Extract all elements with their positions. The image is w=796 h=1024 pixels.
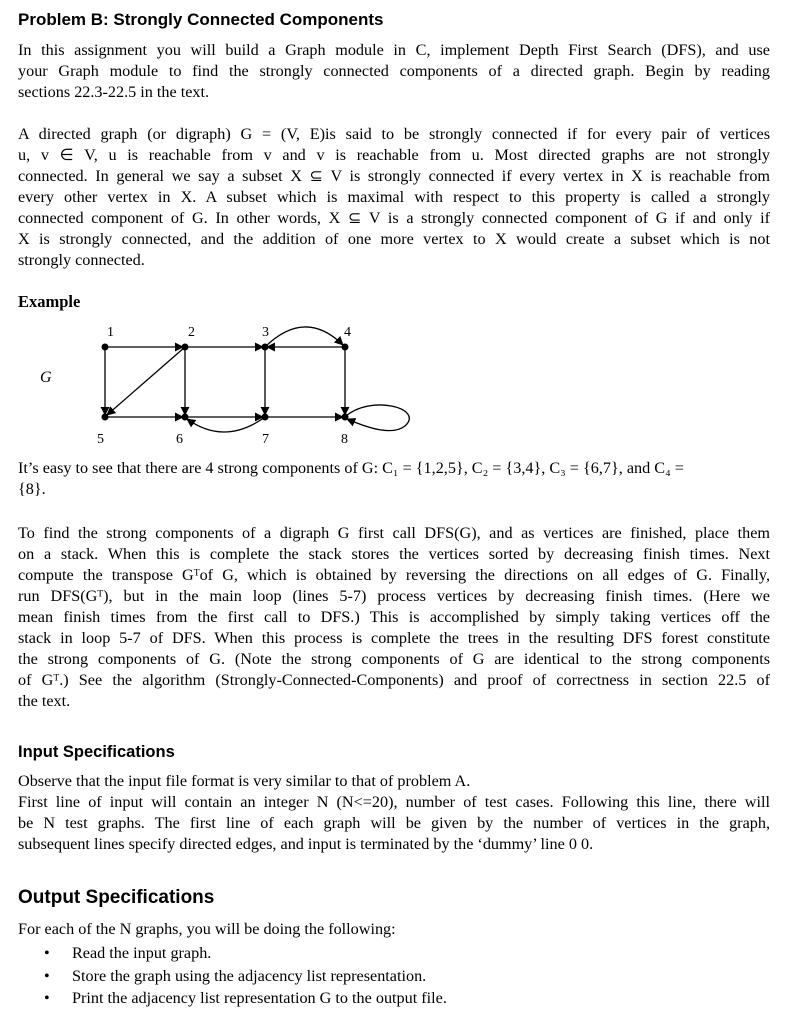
- vertex-5: [102, 414, 109, 421]
- algorithm-line: run DFS(Gᵀ), but in the main loop (lines 5-7) process vertices by decreasing finish times. (Here we: [18, 587, 770, 605]
- input-spec-title: Input Specifications: [18, 743, 175, 761]
- vertex-label-3: 3: [262, 325, 269, 340]
- algorithm-line: mean finish times from the first call to DFS.) This is accomplished by simply taking vertices off the: [18, 608, 770, 626]
- algorithm-line: To find the strong components of a digraph G first call DFS(G), and as vertices are finished, place them: [18, 524, 770, 542]
- output-spec-title: Output Specifications: [18, 887, 215, 908]
- vertex-8: [342, 414, 349, 421]
- list-item: • Print the adjacency list representation G to the output file.: [44, 989, 447, 1007]
- algorithm-line: stack in loop 5-7 of DFS. When this process is complete the trees in the resulting DFS forest constitute: [18, 629, 770, 647]
- input-spec-line: subsequent lines specify directed edges, and input is terminated by the ‘dummy’ line 0 0.: [18, 835, 594, 853]
- graph-label: G: [40, 369, 52, 386]
- vertex-6: [182, 414, 189, 421]
- definition-line: X is strongly connected, and the addition of one more vertex to X would create a subset which is not: [18, 230, 770, 248]
- caption-line: {8}.: [18, 480, 46, 498]
- list-item: • Read the input graph.: [44, 944, 212, 962]
- intro-line: In this assignment you will build a Graph module in C, implement Depth First Search (DFS), and use: [18, 41, 770, 59]
- example-title: Example: [18, 292, 81, 311]
- definition-line: u, v ∈ V, u is reachable from v and v is reachable from u. Most directed graphs are not strongly: [18, 146, 770, 164]
- algorithm-line: the strong components of G. (Note the strong components of G are identical to the strong components: [18, 650, 770, 668]
- vertex-label-6: 6: [176, 432, 183, 447]
- intro-line: sections 22.3-22.5 in the text.: [18, 83, 210, 101]
- vertex-4: [342, 344, 349, 351]
- vertex-label-4: 4: [344, 325, 351, 340]
- intro-paragraph: [18, 40, 770, 103]
- definition-line: connected. In general we say a subset X ⊆ V is strongly connected if every vertex in X is reachable from: [18, 167, 770, 185]
- example-caption: [18, 458, 770, 500]
- vertex-7: [262, 414, 269, 421]
- vertex-label-1: 1: [107, 325, 114, 340]
- input-spec-line: be N test graphs. The first line of each graph will be given by the number of vertices in the graph,: [18, 814, 770, 832]
- algorithm-line: compute the transpose Gᵀof G, which is obtained by reversing the directions on all edges of G. Finally,: [18, 566, 770, 584]
- definition-line: connected component of G. In other words, X ⊆ V is a strongly connected component of G if and only if: [18, 209, 770, 227]
- vertex-label-5: 5: [97, 432, 104, 447]
- definition-line: every other vertex in X. A subset which is maximal with respect to this property is called a strongly: [18, 188, 770, 206]
- vertex-1: [102, 344, 109, 351]
- algorithm-line: the text.: [18, 692, 71, 710]
- algorithm-line: on a stack. When this is complete the stack stores the vertices sorted by decreasing finish times. Next: [18, 545, 770, 563]
- definition-paragraph: [18, 124, 770, 271]
- edge-2-5: [107, 347, 185, 415]
- algorithm-line: of Gᵀ.) See the algorithm (Strongly-Connected-Components) and proof of correctness in section 22.5 of: [18, 671, 770, 689]
- edge-8-8-loop: [345, 405, 409, 431]
- definition-line: strongly connected.: [18, 251, 145, 269]
- input-spec-line: First line of input will contain an integer N (N<=20), number of test cases. Following this line, there will: [18, 793, 770, 811]
- example-graph: [0, 318, 460, 453]
- output-spec-intro: For each of the N graphs, you will be doing the following:: [18, 920, 396, 938]
- list-item: • Store the graph using the adjacency list representation.: [44, 966, 427, 985]
- edge-7-6: [187, 417, 265, 432]
- vertex-label-8: 8: [341, 432, 348, 447]
- algorithm-paragraph: [18, 523, 770, 712]
- problem-title: Problem B: Strongly Connected Components: [18, 10, 384, 29]
- intro-line: your Graph module to find the strongly connected components of a directed graph. Begin by reading: [18, 62, 770, 80]
- output-spec-list: [38, 942, 447, 1010]
- vertex-label-7: 7: [262, 432, 269, 447]
- vertex-3: [262, 344, 269, 351]
- definition-line: A directed graph (or digraph) G = (V, E)is said to be strongly connected if for every pair of vertices: [18, 125, 770, 143]
- input-spec-paragraph: [18, 771, 770, 855]
- vertex-2: [182, 344, 189, 351]
- input-spec-line: Observe that the input file format is very similar to that of problem A.: [18, 772, 471, 790]
- vertex-label-2: 2: [188, 325, 195, 340]
- edge-3-4: [265, 327, 343, 347]
- caption-line: It’s easy to see that there are 4 strong components of G: C₁ = {1,2,5}, C₂ = {3,4}, C₃ = {6,7}, and C₄ =: [18, 459, 684, 477]
